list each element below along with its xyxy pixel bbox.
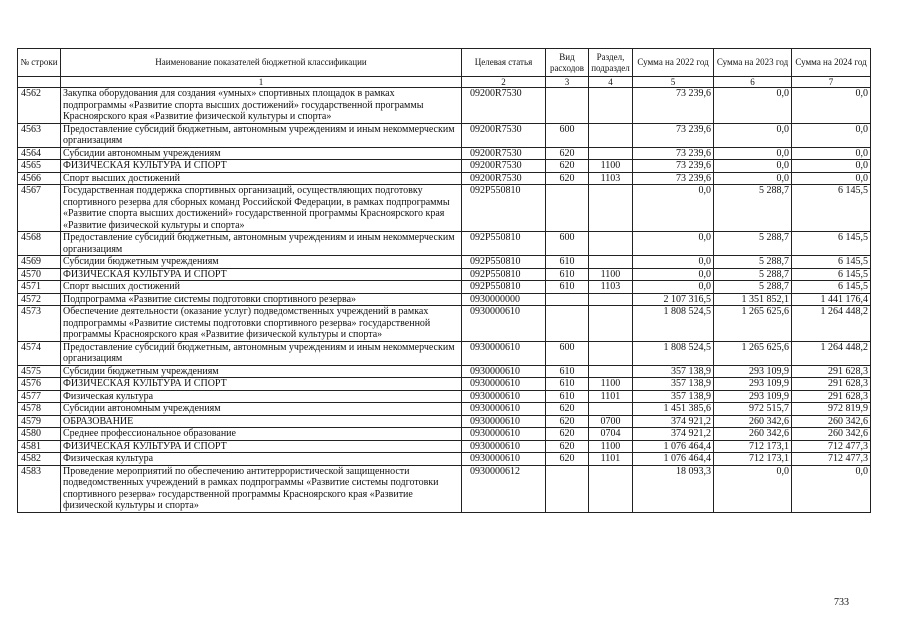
expense-type-cell: 610 bbox=[546, 281, 589, 294]
sum-2024-cell: 1 264 448,2 bbox=[792, 341, 871, 365]
sum-2022-cell: 0,0 bbox=[633, 185, 714, 232]
header-name: Наименование показателей бюджетной классификации bbox=[61, 49, 462, 77]
sum-2023-cell: 5 288,7 bbox=[714, 281, 792, 294]
sum-2022-cell: 374 921,2 bbox=[633, 415, 714, 428]
sum-2024-cell: 0,0 bbox=[792, 465, 871, 512]
row-number-cell: 4578 bbox=[18, 403, 61, 416]
target-article-cell: 0930000610 bbox=[462, 440, 546, 453]
table-row bbox=[18, 281, 871, 294]
indicator-name-cell: Спорт высших достижений bbox=[61, 172, 462, 185]
section-cell bbox=[589, 465, 633, 512]
table-row bbox=[18, 341, 871, 365]
row-number-cell: 4566 bbox=[18, 172, 61, 185]
sum-2022-cell: 2 107 316,5 bbox=[633, 293, 714, 306]
sum-2023-cell: 0,0 bbox=[714, 160, 792, 173]
sum-2023-cell: 0,0 bbox=[714, 172, 792, 185]
indicator-name-cell: Предоставление субсидий бюджетным, автономным учреждениям и иным некоммерческим организациям bbox=[61, 232, 462, 256]
row-number-cell: 4579 bbox=[18, 415, 61, 428]
sum-2022-cell: 1 451 385,6 bbox=[633, 403, 714, 416]
row-number-cell: 4569 bbox=[18, 256, 61, 269]
section-cell: 1100 bbox=[589, 378, 633, 391]
indicator-name-cell: Физическая культура bbox=[61, 390, 462, 403]
target-article-cell: 09200R7530 bbox=[462, 172, 546, 185]
target-article-cell: 0930000610 bbox=[462, 453, 546, 466]
row-number-cell: 4577 bbox=[18, 390, 61, 403]
indicator-name-cell: Подпрограмма «Развитие системы подготовки спортивного резерва» bbox=[61, 293, 462, 306]
sum-2023-cell: 0,0 bbox=[714, 147, 792, 160]
column-number-row bbox=[18, 77, 871, 88]
header-sum-2024: Сумма на 2024 год bbox=[792, 49, 871, 77]
section-cell: 1100 bbox=[589, 268, 633, 281]
sum-2024-cell: 712 477,3 bbox=[792, 453, 871, 466]
sum-2022-cell: 0,0 bbox=[633, 281, 714, 294]
sum-2022-cell: 73 239,6 bbox=[633, 147, 714, 160]
target-article-cell: 092P550810 bbox=[462, 281, 546, 294]
indicator-name-cell: Обеспечение деятельности (оказание услуг) подведомственных учреждений в рамках подпрограммы «Развитие системы подготовки спортивного резерва» государственной программы Красноярского края «Развитие физической культуры и спорта» bbox=[61, 306, 462, 342]
section-cell bbox=[589, 185, 633, 232]
header-sum-2023: Сумма на 2023 год bbox=[714, 49, 792, 77]
sum-2022-cell: 357 138,9 bbox=[633, 365, 714, 378]
section-cell bbox=[589, 147, 633, 160]
expense-type-cell: 610 bbox=[546, 378, 589, 391]
indicator-name-cell: Предоставление субсидий бюджетным, автономным учреждениям и иным некоммерческим организациям bbox=[61, 341, 462, 365]
sum-2024-cell: 6 145,5 bbox=[792, 281, 871, 294]
table-row bbox=[18, 160, 871, 173]
section-cell bbox=[589, 365, 633, 378]
sum-2023-cell: 712 173,1 bbox=[714, 440, 792, 453]
indicator-name-cell: ОБРАЗОВАНИЕ bbox=[61, 415, 462, 428]
sum-2022-cell: 1 076 464,4 bbox=[633, 440, 714, 453]
section-cell: 1103 bbox=[589, 172, 633, 185]
target-article-cell: 092P550810 bbox=[462, 232, 546, 256]
expense-type-cell: 610 bbox=[546, 268, 589, 281]
sum-2022-cell: 18 093,3 bbox=[633, 465, 714, 512]
table-row bbox=[18, 403, 871, 416]
sum-2024-cell: 1 441 176,4 bbox=[792, 293, 871, 306]
target-article-cell: 0930000000 bbox=[462, 293, 546, 306]
section-cell bbox=[589, 88, 633, 124]
expense-type-cell: 620 bbox=[546, 172, 589, 185]
target-article-cell: 0930000610 bbox=[462, 365, 546, 378]
sum-2022-cell: 73 239,6 bbox=[633, 123, 714, 147]
header-target: Целевая статья bbox=[462, 49, 546, 77]
indicator-name-cell: Субсидии бюджетным учреждениям bbox=[61, 256, 462, 269]
sum-2024-cell: 6 145,5 bbox=[792, 268, 871, 281]
indicator-name-cell: Среднее профессиональное образование bbox=[61, 428, 462, 441]
target-article-cell: 09200R7530 bbox=[462, 147, 546, 160]
expense-type-cell bbox=[546, 293, 589, 306]
table-row bbox=[18, 293, 871, 306]
indicator-name-cell: Проведение мероприятий по обеспечению антитеррористической защищенности подведомственных учреждений в рамках подпрограммы «Развитие системы подготовки спортивного резерва» государственной программы Красноярского края «Развитие физической культуры и спорта» bbox=[61, 465, 462, 512]
header-sum-2022: Сумма на 2022 год bbox=[633, 49, 714, 77]
table-row bbox=[18, 88, 871, 124]
sum-2024-cell: 712 477,3 bbox=[792, 440, 871, 453]
row-number-cell: 4580 bbox=[18, 428, 61, 441]
expense-type-cell: 610 bbox=[546, 365, 589, 378]
target-article-cell: 0930000610 bbox=[462, 390, 546, 403]
section-cell bbox=[589, 306, 633, 342]
sum-2024-cell: 0,0 bbox=[792, 123, 871, 147]
table-row bbox=[18, 172, 871, 185]
table-row bbox=[18, 232, 871, 256]
table-row bbox=[18, 465, 871, 512]
target-article-cell: 0930000610 bbox=[462, 428, 546, 441]
row-number-cell: 4583 bbox=[18, 465, 61, 512]
table-row bbox=[18, 428, 871, 441]
sum-2023-cell: 0,0 bbox=[714, 123, 792, 147]
sum-2022-cell: 374 921,2 bbox=[633, 428, 714, 441]
col-number: 1 bbox=[61, 77, 462, 88]
sum-2022-cell: 73 239,6 bbox=[633, 172, 714, 185]
section-cell: 1100 bbox=[589, 160, 633, 173]
expense-type-cell: 620 bbox=[546, 415, 589, 428]
sum-2022-cell: 73 239,6 bbox=[633, 160, 714, 173]
sum-2023-cell: 1 265 625,6 bbox=[714, 306, 792, 342]
indicator-name-cell: Государственная поддержка спортивных организаций, осуществляющих подготовку спортивного резерва для сборных команд Российской Федерации, в рамках подпрограммы «Развитие спорта высших достижений» государственной программы Красноярского края «Развитие физической культуры и спорта» bbox=[61, 185, 462, 232]
expense-type-cell: 620 bbox=[546, 160, 589, 173]
header-row-no: № строки bbox=[18, 49, 61, 77]
expense-type-cell bbox=[546, 185, 589, 232]
sum-2024-cell: 291 628,3 bbox=[792, 378, 871, 391]
sum-2022-cell: 1 076 464,4 bbox=[633, 453, 714, 466]
section-cell bbox=[589, 123, 633, 147]
indicator-name-cell: Спорт высших достижений bbox=[61, 281, 462, 294]
sum-2024-cell: 0,0 bbox=[792, 147, 871, 160]
sum-2023-cell: 0,0 bbox=[714, 88, 792, 124]
sum-2024-cell: 291 628,3 bbox=[792, 365, 871, 378]
sum-2023-cell: 972 515,7 bbox=[714, 403, 792, 416]
section-cell: 1101 bbox=[589, 390, 633, 403]
header-exp-type: Вид расходов bbox=[546, 49, 589, 77]
expense-type-cell: 600 bbox=[546, 232, 589, 256]
col-number: 3 bbox=[546, 77, 589, 88]
expense-type-cell bbox=[546, 88, 589, 124]
expense-type-cell: 610 bbox=[546, 256, 589, 269]
table-row bbox=[18, 365, 871, 378]
target-article-cell: 0930000610 bbox=[462, 403, 546, 416]
sum-2022-cell: 73 239,6 bbox=[633, 88, 714, 124]
sum-2024-cell: 0,0 bbox=[792, 160, 871, 173]
target-article-cell: 09200R7530 bbox=[462, 123, 546, 147]
row-number-cell: 4562 bbox=[18, 88, 61, 124]
target-article-cell: 0930000610 bbox=[462, 415, 546, 428]
row-number-cell: 4572 bbox=[18, 293, 61, 306]
target-article-cell: 092P550810 bbox=[462, 256, 546, 269]
indicator-name-cell: ФИЗИЧЕСКАЯ КУЛЬТУРА И СПОРТ bbox=[61, 160, 462, 173]
sum-2022-cell: 0,0 bbox=[633, 268, 714, 281]
section-cell bbox=[589, 232, 633, 256]
sum-2024-cell: 6 145,5 bbox=[792, 185, 871, 232]
expense-type-cell: 620 bbox=[546, 403, 589, 416]
section-cell bbox=[589, 256, 633, 269]
sum-2024-cell: 291 628,3 bbox=[792, 390, 871, 403]
sum-2022-cell: 0,0 bbox=[633, 256, 714, 269]
sum-2022-cell: 0,0 bbox=[633, 232, 714, 256]
page-number: 733 bbox=[834, 597, 849, 608]
section-cell: 1101 bbox=[589, 453, 633, 466]
section-cell bbox=[589, 341, 633, 365]
row-number-cell: 4565 bbox=[18, 160, 61, 173]
row-number-cell: 4576 bbox=[18, 378, 61, 391]
sum-2022-cell: 357 138,9 bbox=[633, 378, 714, 391]
table-row bbox=[18, 123, 871, 147]
expense-type-cell bbox=[546, 306, 589, 342]
indicator-name-cell: ФИЗИЧЕСКАЯ КУЛЬТУРА И СПОРТ bbox=[61, 268, 462, 281]
row-number-cell: 4574 bbox=[18, 341, 61, 365]
sum-2022-cell: 1 808 524,5 bbox=[633, 341, 714, 365]
sum-2024-cell: 0,0 bbox=[792, 172, 871, 185]
sum-2023-cell: 260 342,6 bbox=[714, 415, 792, 428]
table-row bbox=[18, 268, 871, 281]
col-number: 5 bbox=[633, 77, 714, 88]
indicator-name-cell: Закупка оборудования для создания «умных» спортивных площадок в рамках подпрограммы «Развитие спорта высших достижений» государственной программы Красноярского края «Развитие физической культуры и спорта» bbox=[61, 88, 462, 124]
expense-type-cell bbox=[546, 465, 589, 512]
row-number-cell: 4571 bbox=[18, 281, 61, 294]
table-row bbox=[18, 378, 871, 391]
target-article-cell: 0930000610 bbox=[462, 306, 546, 342]
target-article-cell: 0930000610 bbox=[462, 378, 546, 391]
row-number-cell: 4582 bbox=[18, 453, 61, 466]
sum-2022-cell: 1 808 524,5 bbox=[633, 306, 714, 342]
sum-2022-cell: 357 138,9 bbox=[633, 390, 714, 403]
table-row bbox=[18, 147, 871, 160]
sum-2024-cell: 6 145,5 bbox=[792, 256, 871, 269]
indicator-name-cell: Физическая культура bbox=[61, 453, 462, 466]
table-row bbox=[18, 306, 871, 342]
row-number-cell: 4563 bbox=[18, 123, 61, 147]
table-row bbox=[18, 415, 871, 428]
sum-2024-cell: 260 342,6 bbox=[792, 415, 871, 428]
indicator-name-cell: ФИЗИЧЕСКАЯ КУЛЬТУРА И СПОРТ bbox=[61, 440, 462, 453]
row-number-cell: 4564 bbox=[18, 147, 61, 160]
target-article-cell: 0930000610 bbox=[462, 341, 546, 365]
table-row bbox=[18, 185, 871, 232]
row-number-cell: 4573 bbox=[18, 306, 61, 342]
sum-2023-cell: 293 109,9 bbox=[714, 365, 792, 378]
table-row bbox=[18, 390, 871, 403]
col-number: 4 bbox=[589, 77, 633, 88]
target-article-cell: 09200R7530 bbox=[462, 88, 546, 124]
sum-2023-cell: 1 265 625,6 bbox=[714, 341, 792, 365]
header-section: Раздел, подраздел bbox=[589, 49, 633, 77]
sum-2024-cell: 972 819,9 bbox=[792, 403, 871, 416]
sum-2023-cell: 0,0 bbox=[714, 465, 792, 512]
col-number: 6 bbox=[714, 77, 792, 88]
sum-2024-cell: 0,0 bbox=[792, 88, 871, 124]
table-row bbox=[18, 256, 871, 269]
sum-2023-cell: 293 109,9 bbox=[714, 378, 792, 391]
expense-type-cell: 620 bbox=[546, 440, 589, 453]
sum-2023-cell: 712 173,1 bbox=[714, 453, 792, 466]
target-article-cell: 0930000612 bbox=[462, 465, 546, 512]
table-body bbox=[18, 88, 871, 513]
indicator-name-cell: Предоставление субсидий бюджетным, автономным учреждениям и иным некоммерческим организациям bbox=[61, 123, 462, 147]
row-number-cell: 4567 bbox=[18, 185, 61, 232]
target-article-cell: 092P550810 bbox=[462, 268, 546, 281]
row-number-cell: 4568 bbox=[18, 232, 61, 256]
sum-2023-cell: 1 351 852,1 bbox=[714, 293, 792, 306]
table-row bbox=[18, 453, 871, 466]
expense-type-cell: 610 bbox=[546, 390, 589, 403]
row-number-cell: 4575 bbox=[18, 365, 61, 378]
expense-type-cell: 600 bbox=[546, 123, 589, 147]
expense-type-cell: 600 bbox=[546, 341, 589, 365]
sum-2024-cell: 6 145,5 bbox=[792, 232, 871, 256]
header-row bbox=[18, 49, 871, 77]
col-number bbox=[18, 77, 61, 88]
sum-2024-cell: 260 342,6 bbox=[792, 428, 871, 441]
row-number-cell: 4581 bbox=[18, 440, 61, 453]
section-cell: 0704 bbox=[589, 428, 633, 441]
section-cell: 1100 bbox=[589, 440, 633, 453]
col-number: 2 bbox=[462, 77, 546, 88]
expense-type-cell: 620 bbox=[546, 453, 589, 466]
expense-type-cell: 620 bbox=[546, 147, 589, 160]
col-number: 7 bbox=[792, 77, 871, 88]
expense-type-cell: 620 bbox=[546, 428, 589, 441]
indicator-name-cell: Субсидии бюджетным учреждениям bbox=[61, 365, 462, 378]
indicator-name-cell: Субсидии автономным учреждениям bbox=[61, 403, 462, 416]
sum-2023-cell: 293 109,9 bbox=[714, 390, 792, 403]
sum-2024-cell: 1 264 448,2 bbox=[792, 306, 871, 342]
row-number-cell: 4570 bbox=[18, 268, 61, 281]
target-article-cell: 092P550810 bbox=[462, 185, 546, 232]
budget-table bbox=[17, 48, 871, 513]
indicator-name-cell: ФИЗИЧЕСКАЯ КУЛЬТУРА И СПОРТ bbox=[61, 378, 462, 391]
section-cell bbox=[589, 403, 633, 416]
sum-2023-cell: 260 342,6 bbox=[714, 428, 792, 441]
sum-2023-cell: 5 288,7 bbox=[714, 185, 792, 232]
table-row bbox=[18, 440, 871, 453]
sum-2023-cell: 5 288,7 bbox=[714, 232, 792, 256]
section-cell: 1103 bbox=[589, 281, 633, 294]
target-article-cell: 09200R7530 bbox=[462, 160, 546, 173]
sum-2023-cell: 5 288,7 bbox=[714, 268, 792, 281]
indicator-name-cell: Субсидии автономным учреждениям bbox=[61, 147, 462, 160]
section-cell: 0700 bbox=[589, 415, 633, 428]
section-cell bbox=[589, 293, 633, 306]
sum-2023-cell: 5 288,7 bbox=[714, 256, 792, 269]
